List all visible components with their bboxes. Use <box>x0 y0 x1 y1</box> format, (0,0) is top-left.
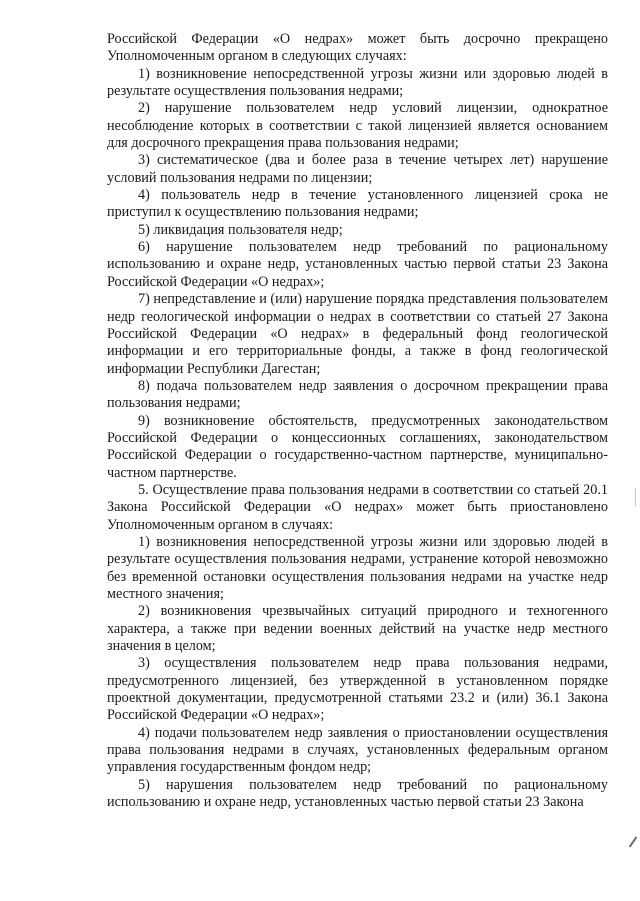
list-item-7: 7) непредставление и (или) нарушение порядка представления пользователем недр геологической информации о недрах в соответствии со статьей 27 Закона Российской Федерации «О недрах» в федеральный фонд геологической информации и его территориальные фонды, а также в фонд геологической информации Республики Дагестан; <box>107 291 608 377</box>
paragraph-continuation: Российской Федерации «О недрах» может быть досрочно прекращено Уполномоченным органом в следующих случаях: <box>107 31 608 65</box>
list-item-8: 8) подача пользователем недр заявления о досрочном прекращении права пользования недрами; <box>107 377 608 412</box>
section-5-item-2: 2) возникновения чрезвычайных ситуаций природного и техногенного характера, а также при ведении военных действий на участке недр местного значения в целом; <box>107 603 608 655</box>
section-5-item-1: 1) возникновения непосредственной угрозы жизни или здоровью людей в результате осуществления пользования недрами, устранение которой невозможно без временной остановки осуществления пользования недрами на участке недр местного значения; <box>107 533 608 602</box>
list-item-5: 5) ликвидация пользователя недр; <box>138 221 343 238</box>
list-item-9: 9) возникновение обстоятельств, предусмотренных законодательством Российской Федерации о концессионных соглашениях, законодательством Российской Федерации о государственно-частном партнерстве, муниципально-частном партнерстве. <box>107 412 608 481</box>
list-item-4: 4) пользователь недр в течение установленного лицензией срока не приступил к осуществлению пользования недрами; <box>107 187 608 221</box>
section-5-intro: 5. Осуществление права пользования недрами в соответствии со статьей 20.1 Закона Российской Федерации «О недрах» может быть приостановлено Уполномоченным органом в случаях: <box>107 481 608 533</box>
document-page <box>107 31 608 811</box>
list-item-1: 1) возникновение непосредственной угрозы жизни или здоровью людей в результате осуществления пользования недрами; <box>107 65 608 100</box>
list-item-6: 6) нарушение пользователем недр требований по рациональному использованию и охране недр, установленных частью первой статьи 23 Закона Российской Федерации «О недрах»; <box>107 239 608 290</box>
list-item-2: 2) нарушение пользователем недр условий лицензии, однократное несоблюдение которых в соответствии с такой лицензией является основанием для досрочного прекращения права пользования недрами; <box>107 100 608 152</box>
scan-edge-mark <box>635 488 636 506</box>
section-5-item-3: 3) осуществления пользователем недр права пользования недрами, предусмотренного лицензией, без утвержденной в установленном порядке проектной документации, предусмотренной статьями 23.2 и (или) 36.1 Закона Российской Федерации «О недрах»; <box>107 655 608 724</box>
scan-corner-mark <box>629 837 638 848</box>
section-5-item-4: 4) подачи пользователем недр заявления о приостановлении осуществления права пользования недрами в случаях, установленных федеральным органом управления государственным фондом недр; <box>107 724 608 776</box>
section-5-item-5: 5) нарушения пользователем недр требований по рациональному использованию и охране недр, установленных частью первой статьи 23 Закона <box>107 776 608 811</box>
list-item-3: 3) систематическое (два и более раза в течение четырех лет) нарушение условий пользования недрами по лицензии; <box>107 152 608 186</box>
